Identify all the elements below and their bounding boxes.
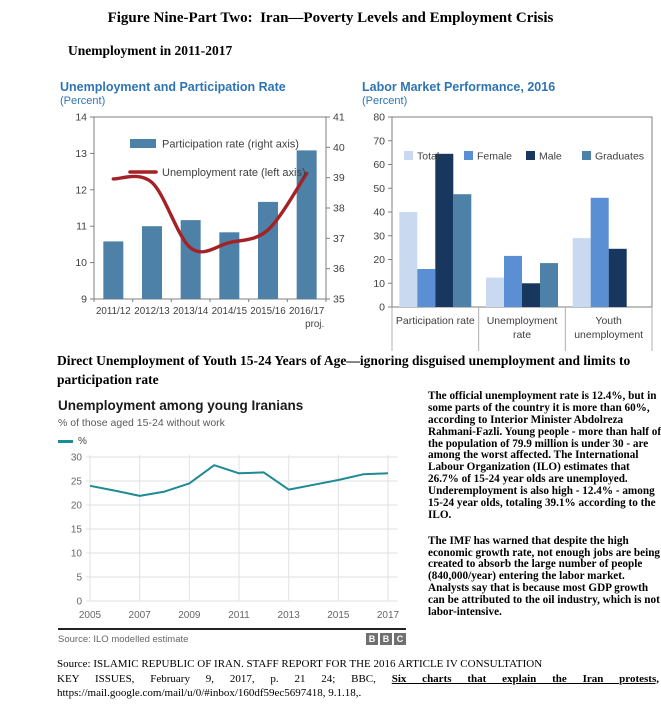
axis-tick-label: 12	[75, 184, 87, 197]
axis-tick-label: 5	[76, 572, 82, 584]
bar-total-2	[573, 238, 591, 307]
bar-2012/13	[142, 226, 162, 299]
citation-line-2-text: KEY ISSUES, February 9, 2017, p. 21 24; BBC,	[57, 672, 392, 685]
chart1-plot	[60, 111, 360, 335]
axis-tick-label: 38	[333, 202, 345, 215]
citation-line-2	[57, 672, 659, 687]
x-year-label: 2005	[78, 610, 102, 621]
bar-female-0	[417, 269, 435, 307]
axis-tick-label: 35	[333, 293, 345, 306]
commentary-paragraph-2: The IMF has warned that despite the high economic growth rate, not enough jobs are being created to absorb the large number of people (840,000/year) entering the labor market. Analysts say that is because most GDP growth can be attributed to the oil industry, which is not labor-intensive.	[428, 534, 661, 618]
x-year-label: 2013	[277, 610, 300, 621]
chart2-subtitle: (Percent)	[362, 95, 408, 107]
bbc-logo	[366, 633, 406, 645]
axis-tick-label: 37	[333, 232, 345, 245]
x-category-label: 2011/12	[95, 306, 131, 317]
source-citation	[57, 657, 659, 701]
x-category-label: rate	[512, 329, 532, 341]
x-category-label: unemployment	[574, 329, 644, 341]
x-category-label: 2016/17	[288, 306, 325, 317]
legend-unemployment-label: Unemployment rate (left axis)	[162, 167, 306, 179]
legend-swatch-graduates	[582, 151, 591, 160]
bbc-logo-letter: B	[366, 633, 378, 645]
bar-male-0	[435, 154, 453, 307]
bar-total-1	[486, 278, 504, 307]
section-heading-youth-unemployment: Direct Unemployment of Youth 15-24 Years of Age—ignoring disguised unemployment and limits to participation rate	[57, 353, 631, 387]
bbc-logo-letter: C	[394, 633, 406, 645]
legend-line-swatch	[58, 440, 73, 443]
x-category-label: Youth	[595, 315, 622, 327]
chart3-footer	[58, 628, 406, 645]
chart3-source: Source: ILO modelled estimate	[58, 633, 189, 645]
axis-tick-label: 41	[333, 111, 345, 124]
bbc-article-link[interactable]: Six charts that explain the Iran protests,	[391, 672, 659, 685]
legend-swatch-total	[404, 151, 413, 160]
axis-tick-label: 0	[76, 596, 82, 608]
x-category-label: 2012/13	[134, 306, 170, 317]
chart2-title: Labor Market Performance, 2016	[362, 80, 556, 94]
x-category-label: Unemployment	[486, 315, 558, 327]
figure-title: Figure Nine-Part Two: Iran—Poverty Levels and Employment Crisis	[107, 10, 554, 26]
legend-label: %	[78, 436, 87, 447]
bar-2013/14	[181, 220, 201, 299]
chart2-plot	[362, 111, 660, 361]
axis-tick-label: 40	[333, 141, 345, 154]
axis-tick-label: 15	[70, 524, 82, 536]
x-category-label: 2015/16	[250, 306, 286, 317]
axis-tick-label: 10	[373, 277, 385, 290]
axis-tick-label: 0	[379, 301, 385, 314]
legend-label-total: Total	[417, 150, 440, 163]
bar-2011/12	[103, 241, 123, 299]
x-year-label: 2011	[228, 610, 250, 621]
bar-male-2	[609, 249, 627, 307]
axis-tick-label: 13	[75, 147, 87, 160]
bar-graduates-0	[453, 194, 471, 307]
legend-label-male: Male	[539, 150, 562, 163]
chart3-plot	[58, 449, 406, 627]
legend-swatch-male	[526, 151, 535, 160]
axis-tick-label: 36	[333, 263, 345, 276]
chart1-title: Unemployment and Participation Rate	[60, 80, 286, 94]
bar-female-1	[504, 256, 522, 307]
axis-tick-label: 14	[75, 111, 87, 124]
chart3-legend	[58, 436, 406, 447]
unemployment-participation-chart	[60, 80, 360, 335]
axis-tick-label: 60	[373, 159, 385, 171]
bar-female-2	[591, 198, 609, 307]
x-year-label: 2007	[128, 610, 151, 621]
bar-graduates-1	[540, 263, 558, 307]
citation-url[interactable]: https://mail.google.com/mail/u/0/#inbox/160df59ec5697418, 9.1.18,.	[57, 687, 362, 700]
axis-tick-label: 20	[70, 500, 82, 512]
x-year-label: 2015	[327, 610, 350, 621]
axis-tick-label: 30	[373, 230, 385, 243]
chart1-subtitle: (Percent)	[60, 95, 106, 107]
axis-tick-label: 10	[75, 257, 87, 270]
legend-label-female: Female	[477, 150, 513, 163]
chart3-title: Unemployment among young Iranians	[58, 398, 304, 413]
x-category-label: 2014/15	[211, 306, 248, 317]
bar-2015/16	[258, 202, 278, 299]
axis-tick-label: 50	[373, 182, 385, 195]
bar-total-0	[399, 212, 417, 307]
legend-participation-label: Participation rate (right axis)	[162, 138, 299, 151]
labor-market-performance-chart	[362, 80, 660, 361]
axis-tick-label: 9	[81, 293, 87, 306]
bar-male-1	[522, 283, 540, 307]
axis-tick-label: 70	[373, 135, 385, 148]
axis-tick-label: 20	[373, 254, 385, 266]
chart3-subtitle: % of those aged 15-24 without work	[58, 417, 225, 429]
axis-tick-label: 39	[333, 172, 345, 185]
axis-tick-label: 40	[373, 206, 385, 219]
proj-note: proj.	[305, 319, 325, 330]
x-year-label: 2009	[178, 610, 201, 621]
legend-label-graduates: Graduates	[595, 150, 645, 163]
x-year-label: 2017	[376, 610, 400, 621]
bbc-logo-letter: B	[380, 633, 392, 645]
axis-tick-label: 11	[76, 220, 87, 233]
legend-swatch-female	[464, 151, 473, 160]
commentary-paragraph-1: The official unemployment rate is 12.4%, but in some parts of the country it is more than 60%, according to Interior Minister Abdolreza Rahmani-Fazli. Young people - more than half of the population of 79.9 million is under 30 - are among the worst affected. The International Labour Organization (ILO) estimates that 26.7% of 15-24 year olds are unemployed. Underemployment is also high - 12.4% - among 15-24 year olds, totaling 39.1% according to the ILO.	[428, 390, 661, 521]
axis-tick-label: 80	[373, 111, 385, 124]
citation-line-1: Source: ISLAMIC REPUBLIC OF IRAN. STAFF REPORT FOR THE 2016 ARTICLE IV CONSULTATION	[57, 658, 543, 670]
axis-tick-label: 30	[70, 452, 82, 464]
commentary-text-block	[428, 391, 661, 619]
x-category-label: Participation rate	[395, 315, 475, 327]
bbc-youth-unemployment-chart	[58, 398, 406, 645]
axis-tick-label: 25	[70, 476, 82, 488]
x-category-label: 2013/14	[172, 306, 209, 317]
legend-bar-swatch	[130, 139, 156, 148]
section-heading-unemployment-2011-2017: Unemployment in 2011-2017	[68, 43, 233, 58]
axis-tick-label: 10	[70, 548, 82, 560]
